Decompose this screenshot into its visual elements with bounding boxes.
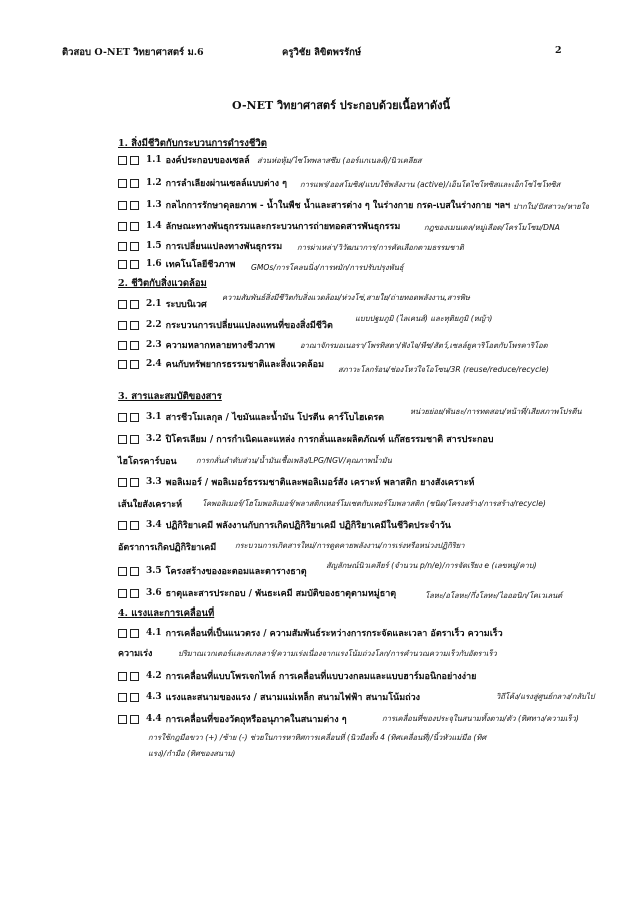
checkbox-pair[interactable]	[118, 260, 142, 269]
item-number: 3.2	[146, 434, 162, 444]
item-text: ลักษณะทางพันธุกรรมและกระบวนการถ่ายทอดสารพันธุกรรม	[165, 222, 401, 232]
item-number: 3.6	[146, 588, 162, 598]
checklist-item	[118, 669, 476, 683]
checkbox-pair[interactable]	[118, 300, 142, 309]
checkbox-icon[interactable]	[118, 567, 127, 576]
item-number: 1.4	[146, 221, 162, 231]
checkbox-pair[interactable]	[118, 413, 142, 422]
section-heading: 2. ชีวิตกับสิ่งแวดล้อม	[118, 278, 207, 289]
checklist-item	[118, 690, 420, 704]
checkbox-icon[interactable]	[130, 179, 139, 188]
item-number: 1.3	[146, 200, 162, 210]
checkbox-pair[interactable]	[118, 629, 142, 638]
checkbox-icon[interactable]	[118, 715, 127, 724]
item-text: เทคโนโลยีชีวภาพ	[165, 260, 236, 270]
item-text: การเคลื่อนที่แบบโพรเจกไทล์ การเคลื่อนที่แบบวงกลมและแบบฮาร์มอนิกอย่างง่าย	[165, 672, 477, 682]
checkbox-icon[interactable]	[118, 672, 127, 681]
checkbox-icon[interactable]	[130, 567, 139, 576]
item-text: กลไกการรักษาดุลยภาพ - น้ำในพืช น้ำและสารต่าง ๆ ในร่างกาย กรด-เบสในร่างกาย ฯลฯ	[165, 201, 511, 211]
checkbox-icon[interactable]	[130, 341, 139, 350]
checkbox-pair[interactable]	[118, 715, 142, 724]
checklist-item	[118, 219, 400, 233]
header-left: ติวสอบ O-NET วิทยาศาสตร์ ม.6	[62, 47, 204, 58]
checkbox-icon[interactable]	[118, 435, 127, 444]
item-note: การกลั่นลำดับส่วน/น้ำมันเชื้อเพลิง/LPG/NGV/คุณภาพน้ำมัน	[196, 456, 392, 465]
page-number: 2	[555, 45, 562, 56]
checklist-item	[118, 257, 235, 271]
item-note: กฎของเมนเดล/หมู่เลือด/โครโมโซม/DNA	[424, 223, 560, 232]
checkbox-pair[interactable]	[118, 179, 142, 188]
item-text: โครงสร้างของอะตอมและตารางธาตุ	[165, 567, 307, 577]
item-text: ปฏิกิริยาเคมี พลังงานกับการเกิดปฏิกิริยาเคมี ปฏิกิริยาเคมีในชีวิตประจำวัน	[165, 521, 451, 531]
checkbox-pair[interactable]	[118, 360, 142, 369]
checkbox-pair[interactable]	[118, 341, 142, 350]
item-note: กระบวนการเกิดสารใหม่/การดูดคายพลังงาน/การเร่งหรือหน่วงปฏิกิริยา	[235, 541, 465, 550]
item-text: การลำเลียงผ่านเซลล์แบบต่าง ๆ	[165, 179, 288, 189]
checkbox-icon[interactable]	[118, 341, 127, 350]
item-note: สภาวะโลกร้อน/ช่องโหว่ใจโอโซน/3R (reuse/reduce/recycle)	[338, 365, 550, 374]
checkbox-icon[interactable]	[118, 629, 127, 638]
section-heading: 3. สารและสมบัติของสาร	[118, 391, 222, 402]
item-number: 3.3	[146, 477, 162, 487]
item-continuation: ไฮโดรคาร์บอน	[118, 457, 177, 467]
checkbox-pair[interactable]	[118, 156, 142, 165]
item-note: โคพอลิเมอร์/โฮโมพอลิเมอร์/พลาสติกเทอร์โมเซตกับเทอร์โมพลาสติก (ชนิด/โครงสร้าง/การสร้าง/recycle)	[202, 499, 546, 508]
item-text: การเคลื่อนที่ของวัตถุหรืออนุภาคในสนามต่าง ๆ	[165, 715, 347, 725]
item-text: คนกับทรัพยากรธรรมชาติและสิ่งแวดล้อม	[165, 360, 325, 370]
item-text: ปิโตรเลียม / การกำเนิดและแหล่ง การกลั่นและผลิตภัณฑ์ แก๊สธรรมชาติ สารประกอบ	[165, 435, 494, 445]
item-note: สัญลักษณ์นิวเคลียร์ (จำนวน p/n/e)/การจัดเรียง e (เลขหมู่/คาบ)	[326, 561, 537, 570]
item-note: ปริมาณเวกเตอร์และสเกลลาร์/ความเร่งเนื่องจากแรงโน้มถ่วงโลก/การคำนวณความเร็วกับอัตราเร็ว	[178, 649, 497, 658]
item-note: GMOs/การโคลนนิ่ง/การหมัก/การปรับปรุงพันธุ์	[251, 263, 404, 272]
checkbox-icon[interactable]	[130, 156, 139, 165]
item-note: วิถีโค้ง/แรงสู่ศูนย์กลาง/กลับไป	[496, 692, 595, 701]
checkbox-icon[interactable]	[118, 478, 127, 487]
checkbox-icon[interactable]	[130, 435, 139, 444]
checklist-item	[118, 475, 474, 489]
item-text: ธาตุและสารประกอบ / พันธะเคมี สมบัติของธาตุตามหมู่ธาตุ	[165, 589, 397, 599]
checkbox-icon[interactable]	[130, 260, 139, 269]
checkbox-icon[interactable]	[130, 360, 139, 369]
item-text: องค์ประกอบของเซลล์	[165, 156, 250, 166]
checklist-item	[118, 198, 510, 212]
checklist-item	[118, 432, 494, 446]
item-note: อาณาจักรมอเนอรา/โพรทิสตา/ฟังไจ/พืช/สัตว์,เซลล์ยูคาริโอตกับโพรคาริโอต	[300, 341, 548, 350]
item-text: กระบวนการเปลี่ยนแปลงแทนที่ของสิ่งมีชีวิต	[165, 321, 333, 331]
checkbox-icon[interactable]	[118, 300, 127, 309]
checklist-item	[118, 518, 451, 532]
checkbox-icon[interactable]	[130, 321, 139, 330]
checkbox-pair[interactable]	[118, 435, 142, 444]
checkbox-pair[interactable]	[118, 589, 142, 598]
checklist-item	[118, 586, 396, 600]
checkbox-icon[interactable]	[118, 589, 127, 598]
item-note: ความสัมพันธ์สิ่งมีชีวิตกับสิ่งแวดล้อม/ห่วงโซ่,สายใย/ถ่ายทอดพลังงาน,สารพิษ	[222, 293, 470, 302]
doc-title: O-NET วิทยาศาสตร์ ประกอบด้วยเนื้อหาดังนี้	[232, 99, 450, 112]
item-continuation: อัตราการเกิดปฏิกิริยาเคมี	[118, 543, 217, 553]
item-number: 1.5	[146, 241, 162, 251]
item-text: ระบบนิเวศ	[165, 300, 207, 310]
item-text: ความหลากหลายทางชีวภาพ	[165, 341, 275, 351]
checkbox-icon[interactable]	[130, 521, 139, 530]
checkbox-icon[interactable]	[130, 201, 139, 210]
item-number: 4.1	[146, 628, 162, 638]
checklist-item	[118, 338, 275, 352]
checkbox-pair[interactable]	[118, 222, 142, 231]
checkbox-pair[interactable]	[118, 478, 142, 487]
item-number: 2.1	[146, 299, 162, 309]
item-note: ส่วนห่อหุ้ม/ไซโทพลาสซึม (ออร์แกเนลล์)/นิวเคลียส	[257, 156, 422, 165]
checklist-item	[118, 239, 282, 253]
extra-note: แรง)/กำมือ (ทิศของสนาม)	[148, 749, 236, 758]
item-number: 2.3	[146, 340, 162, 350]
item-note: การผ่าเหล่า/วิวัฒนาการ/การคัดเลือกตามธรรมชาติ	[297, 243, 464, 252]
item-note: การเคลื่อนที่ของประจุในสนามทั้งตาม/ตัว (ทิศทาง/ความเร็ว)	[382, 714, 579, 723]
item-note: แบบปฐมภูมิ (ไลเคนส์) และทุติยภูมิ (หญ้า)	[355, 314, 493, 323]
checkbox-icon[interactable]	[118, 260, 127, 269]
checkbox-icon[interactable]	[118, 156, 127, 165]
item-continuation: เส้นใยสังเคราะห์	[118, 500, 183, 510]
section-heading: 1. สิ่งมีชีวิตกับกระบวนการดำรงชีวิต	[118, 138, 267, 149]
checkbox-icon[interactable]	[130, 222, 139, 231]
checklist-item	[118, 626, 503, 640]
item-note: ปากใบ/ปัสสาวะ/หายใจ	[513, 202, 589, 211]
checklist-item	[118, 318, 333, 332]
checkbox-pair[interactable]	[118, 521, 142, 530]
checkbox-icon[interactable]	[118, 521, 127, 530]
item-text: แรงและสนามของแรง / สนามแม่เหล็ก สนามไฟฟ้า สนามโน้มถ่วง	[165, 693, 421, 703]
checkbox-icon[interactable]	[118, 360, 127, 369]
item-number: 4.4	[146, 714, 162, 724]
checkbox-pair[interactable]	[118, 672, 142, 681]
item-text: การเปลี่ยนแปลงทางพันธุกรรม	[165, 242, 283, 252]
checkbox-icon[interactable]	[130, 242, 139, 251]
item-text: สารชีวโมเลกุล / ไขมันและน้ำมัน โปรตีน คาร์โบไฮเดรต	[165, 413, 385, 423]
item-text: พอลิเมอร์ / พอลิเมอร์ธรรมชาติและพอลิเมอร์สัง เคราะห์ พลาสติก ยางสังเคราะห์	[165, 478, 475, 488]
checklist-item	[118, 410, 384, 424]
item-continuation: ความเร่ง	[118, 649, 153, 659]
item-number: 1.2	[146, 178, 162, 188]
section-heading: 4. แรงและการเคลื่อนที่	[118, 608, 215, 619]
checkbox-pair[interactable]	[118, 201, 142, 210]
checkbox-icon[interactable]	[130, 629, 139, 638]
item-note: หน่วยย่อย/พันธะ/การทดสอบ/หน้าที่/เสียสภาพโปรตีน	[410, 407, 582, 416]
item-note: การแพร่/ออสโมซิส/แบบใช้พลังงาน (active)/เอ็นโดไซโทซิสและเอ็กโซไซโทซิส	[300, 180, 561, 189]
checklist-item	[118, 712, 347, 726]
item-number: 4.3	[146, 692, 162, 702]
checkbox-icon[interactable]	[130, 300, 139, 309]
checkbox-icon[interactable]	[118, 693, 127, 702]
checklist-item	[118, 564, 307, 578]
checkbox-pair[interactable]	[118, 567, 142, 576]
checkbox-icon[interactable]	[118, 242, 127, 251]
checkbox-pair[interactable]	[118, 242, 142, 251]
item-note: โลหะ/อโลหะ/กึ่งโลหะ/ไอออนิก/โคเวเลนต์	[425, 591, 563, 600]
item-number: 1.6	[146, 259, 162, 269]
checkbox-pair[interactable]	[118, 693, 142, 702]
item-number: 4.2	[146, 671, 162, 681]
checkbox-pair[interactable]	[118, 321, 142, 330]
item-number: 2.4	[146, 359, 162, 369]
checkbox-icon[interactable]	[130, 715, 139, 724]
checkbox-icon[interactable]	[130, 693, 139, 702]
checkbox-icon[interactable]	[118, 222, 127, 231]
item-number: 3.1	[146, 412, 162, 422]
checkbox-icon[interactable]	[118, 179, 127, 188]
checklist-item	[118, 153, 250, 167]
checkbox-icon[interactable]	[130, 478, 139, 487]
checkbox-icon[interactable]	[118, 201, 127, 210]
checkbox-icon[interactable]	[130, 413, 139, 422]
checkbox-icon[interactable]	[118, 321, 127, 330]
checklist-item	[118, 176, 287, 190]
checklist-item	[118, 297, 207, 311]
item-number: 2.2	[146, 320, 162, 330]
checkbox-icon[interactable]	[130, 589, 139, 598]
extra-note: การใช้กฎมือขวา (+) /ซ้าย (-) ช่วยในการหาทิศการเคลื่อนที่ (นิวมือทั้ง 4 (ทิศเคลื่อนที่)/นิ้วหัวแม่มือ (ทิศ	[148, 733, 487, 742]
item-number: 3.4	[146, 520, 162, 530]
header-center: ครูวิชัย ลิขิตพรรักษ์	[282, 47, 362, 58]
checkbox-icon[interactable]	[118, 413, 127, 422]
checkbox-icon[interactable]	[130, 672, 139, 681]
item-text: การเคลื่อนที่เป็นแนวตรง / ความสัมพันธ์ระหว่างการกระจัดและเวลา อัตราเร็ว ความเร็ว	[165, 629, 503, 639]
item-number: 3.5	[146, 566, 162, 576]
checklist-item	[118, 357, 324, 371]
item-number: 1.1	[146, 155, 162, 165]
